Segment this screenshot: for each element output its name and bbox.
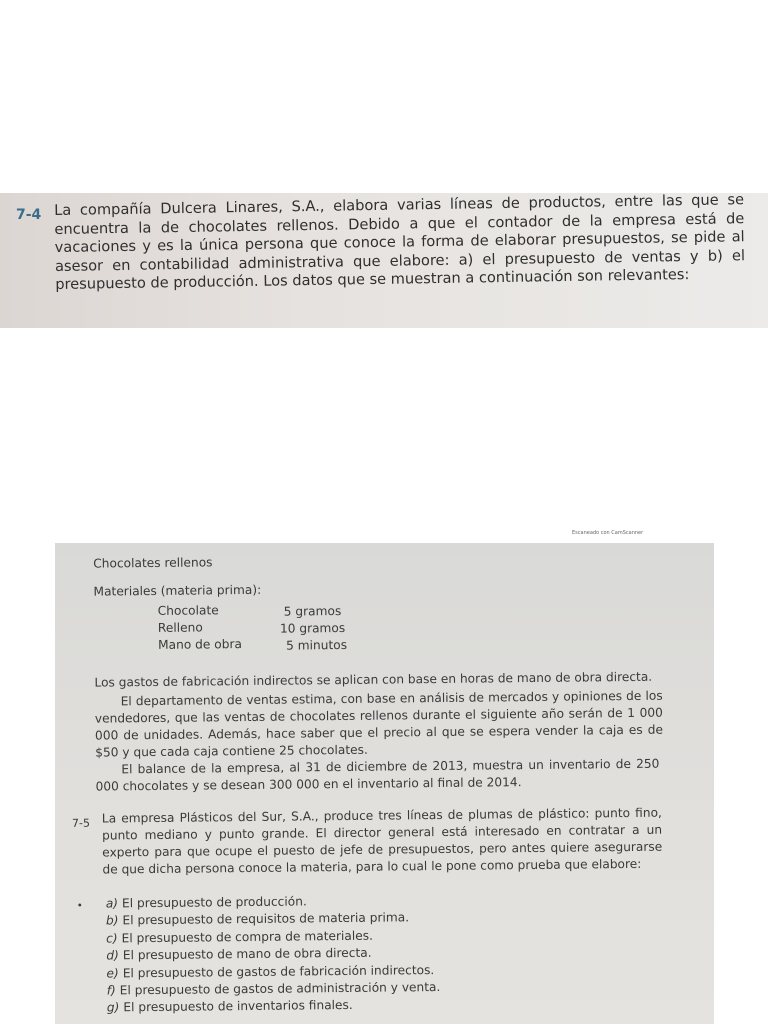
list-item: f) El presupuesto de gastos de administración y venta. (106, 979, 441, 998)
problem-7-5-number: 7-5 (71, 816, 90, 830)
problem-7-4-text: La compañía Dulcera Linares, S.A., elabora varias líneas de productos, entre las que se encuentra la de chocolates rellenos. Debido a que el contador de la empresa está de vacaciones y es la única persona que conoce la forma de elaborar presupuestos, se pide al asesor en contabilidad administrativa que elabore: a) el presupuesto de ventas y b) el presupuesto de producción. Los datos que se muestran a continuación son relevantes: (54, 191, 746, 294)
scan-data-sheet (55, 543, 714, 1024)
materials-label: Materiales (materia prima): (93, 582, 262, 599)
problem-7-5-text: La empresa Plásticos del Sur, S.A., produce tres líneas de plumas de plástico: punto fino, punto mediano y punto grande. El director general está interesado en contratar a un experto para que ocupe el puesto de jefe de presupuestos, pero antes quiere asegurarse de que dicha persona conoce la materia, para lo cual le pone como prueba que elabore: (101, 805, 663, 877)
material-name: Chocolate (157, 603, 219, 618)
requested-budgets-list (106, 892, 441, 1017)
list-item: c) El presupuesto de compra de materiales. (106, 928, 374, 946)
list-item: g) El presupuesto de inventarios finales. (106, 998, 353, 1015)
scan-problem-7-4 (0, 193, 768, 328)
list-item: b) El presupuesto de requisitos de materia prima. (105, 910, 410, 928)
paragraph-balance: El balance de la empresa, al 31 de diciembre de 2013, muestra un inventario de 250 000 chocolates y se desean 300 000 en el inventario al final de 2014. (95, 756, 660, 794)
material-name: Relleno (157, 620, 203, 635)
list-item: a) El presupuesto de producción. (105, 894, 307, 911)
material-name: Mano de obra (157, 637, 242, 652)
material-qty: 5 minutos (286, 637, 348, 653)
material-qty: 10 gramos (279, 620, 346, 636)
material-qty: 5 gramos (283, 604, 342, 619)
scanner-stamp: Escaneado con CamScanner (572, 530, 644, 536)
paragraph-overhead: Los gastos de fabricación indirectos se aplican con base en horas de mano de obra directa. (94, 669, 653, 690)
list-item: e) El presupuesto de gastos de fabricación indirectos. (106, 962, 435, 981)
bullet-dot: • (76, 900, 83, 912)
paragraph-sales: El departamento de ventas estima, con base en análisis de mercados y opiniones de los vendedores, que las ventas de chocolates rellenos durante el siguiente año serán de 1 000 000 de unidades. Además, hace saber que el precio al que se espera vender la caja es de $50 y que cada caja contiene 25 chocolates. (94, 688, 664, 760)
problem-number: 7-4 (16, 207, 42, 223)
list-item: d) El presupuesto de mano de obra directa. (106, 945, 372, 963)
product-title: Chocolates rellenos (93, 555, 213, 571)
